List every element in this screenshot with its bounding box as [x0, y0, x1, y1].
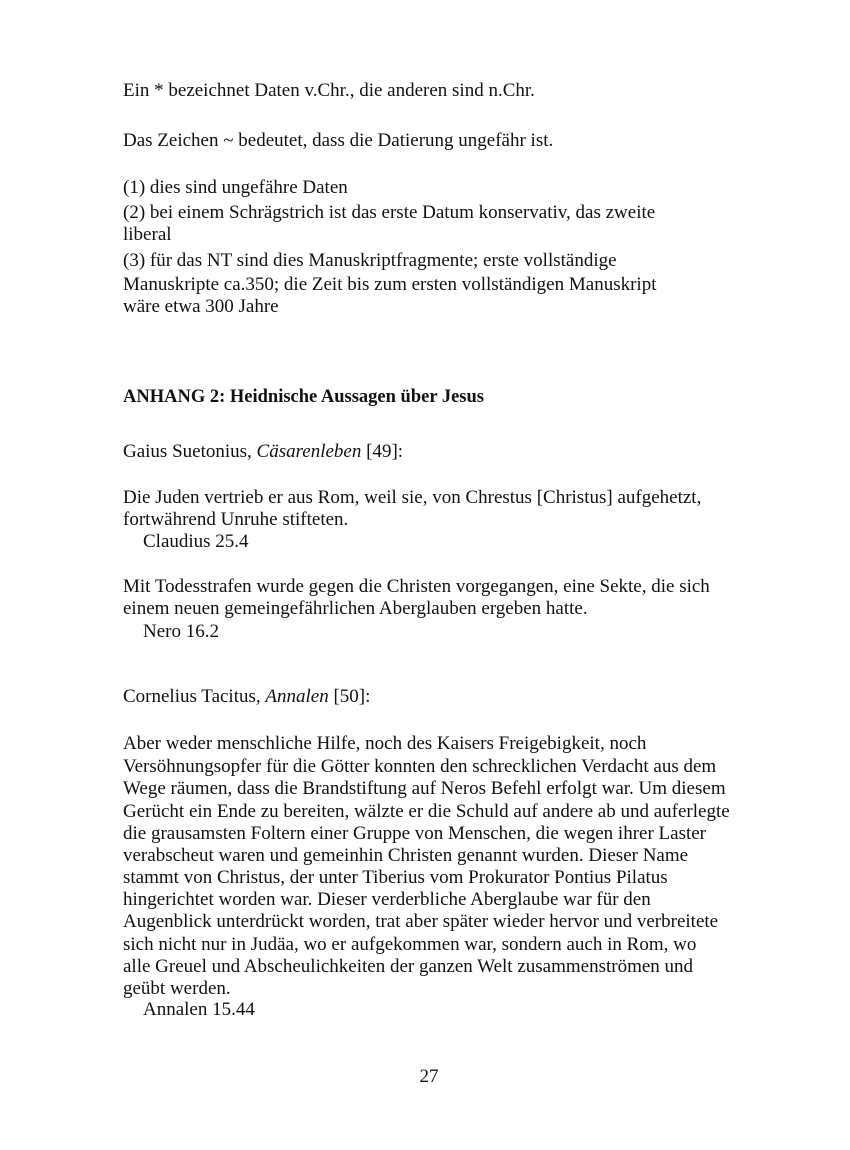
footnote-3-line-1: (3) für das NT sind dies Manuskriptfragmente; erste vollständige	[123, 250, 617, 271]
suetonius-quote-1-line-2: fortwährend Unruhe stifteten.	[123, 509, 349, 530]
footnote-3-line-3: wäre etwa 300 Jahre	[123, 296, 279, 317]
tacitus-quote-line: Augenblick unterdrückt worden, trat aber später wieder hervor und verbreitete	[123, 911, 719, 932]
tacitus-quote-line: hingerichtet worden war. Dieser verderbliche Aberglaube war für den	[123, 889, 651, 910]
document-page	[123, 0, 730, 1150]
suetonius-quote-2-citation: Nero 16.2	[143, 621, 219, 642]
suetonius-quote-1-line-1: Die Juden vertrieb er aus Rom, weil sie, von Chrestus [Christus] aufgehetzt,	[123, 487, 702, 508]
section-heading: ANHANG 2: Heidnische Aussagen über Jesus	[123, 387, 484, 407]
tacitus-quote-line: stammt von Christus, der unter Tiberius vom Prokurator Pontius Pilatus	[123, 867, 668, 888]
note-bc-line: Ein * bezeichnet Daten v.Chr., die anderen sind n.Chr.	[123, 80, 535, 101]
tacitus-source-heading	[123, 686, 370, 708]
footnote-2-line-2: liberal	[123, 224, 172, 245]
tacitus-quote-line: Wege räumen, dass die Brandstiftung auf Neros Befehl erfolgt war. Um diesem	[123, 778, 726, 799]
footnote-1: (1) dies sind ungefähre Daten	[123, 177, 348, 198]
tacitus-quote-line: die grausamsten Foltern einer Gruppe von Menschen, die wegen ihrer Laster	[123, 823, 706, 844]
tacitus-work-title: Annalen	[265, 686, 329, 707]
suetonius-quote-1-citation: Claudius 25.4	[143, 531, 249, 552]
suetonius-author: Gaius Suetonius,	[123, 441, 257, 462]
suetonius-work-title: Cäsarenleben	[256, 441, 362, 462]
suetonius-source-heading	[123, 441, 403, 463]
tacitus-reference: [50]:	[328, 686, 371, 707]
suetonius-reference: [49]:	[361, 441, 404, 462]
tacitus-quote-line: alle Greuel und Abscheulichkeiten der ganzen Welt zusammenströmen und	[123, 956, 694, 977]
page-number: 27	[419, 1066, 439, 1087]
tacitus-quote-line: Aber weder menschliche Hilfe, noch des Kaisers Freigebigkeit, noch	[123, 733, 647, 754]
tacitus-quote-line: geübt werden.	[123, 978, 231, 999]
tacitus-quote-line: sich nicht nur in Judäa, wo er aufgekommen war, sondern auch in Rom, wo	[123, 934, 697, 955]
footnote-3-line-2: Manuskripte ca.350; die Zeit bis zum ersten vollständigen Manuskript	[123, 274, 657, 295]
note-tilde-line: Das Zeichen ~ bedeutet, dass die Datierung ungefähr ist.	[123, 130, 554, 151]
tacitus-quote-citation: Annalen 15.44	[143, 999, 255, 1020]
tacitus-quote-line: Versöhnungsopfer für die Götter konnten den schrecklichen Verdacht aus dem	[123, 756, 717, 777]
tacitus-author: Cornelius Tacitus,	[123, 686, 266, 707]
tacitus-quote-line: verabscheut waren und gemeinhin Christen genannt wurden. Dieser Name	[123, 845, 689, 866]
footnote-2-line-1: (2) bei einem Schrägstrich ist das erste Datum konservativ, das zweite	[123, 202, 656, 223]
suetonius-quote-2-line-2: einem neuen gemeingefährlichen Aberglauben ergeben hatte.	[123, 598, 588, 619]
suetonius-quote-2-line-1: Mit Todesstrafen wurde gegen die Christen vorgegangen, eine Sekte, die sich	[123, 576, 710, 597]
tacitus-quote-line: Gerücht ein Ende zu bereiten, wälzte er die Schuld auf andere ab und auferlegte	[123, 801, 730, 822]
